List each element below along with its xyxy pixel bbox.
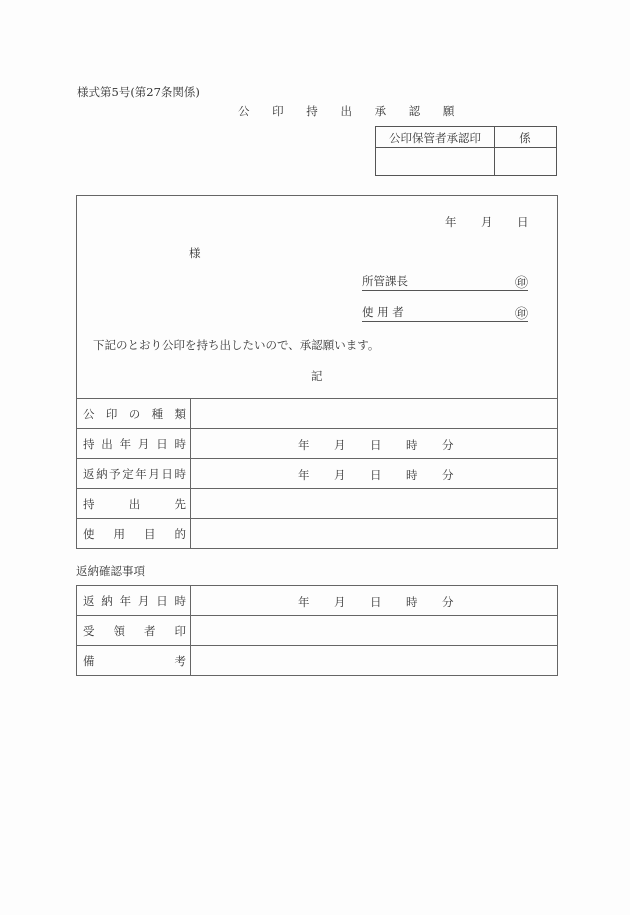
details-table bbox=[76, 398, 558, 549]
date-month: 月 bbox=[481, 215, 493, 229]
row-label: 持 出 年 月 日 時 bbox=[77, 429, 191, 459]
table-row bbox=[77, 489, 558, 519]
page-title: 公 印 持 出 承 認 願 bbox=[238, 104, 464, 118]
table-row bbox=[77, 646, 558, 676]
ki-heading: 記 bbox=[311, 369, 323, 383]
request-body-text: 下記のとおり公印を持ち出したいので、承認願います。 bbox=[93, 338, 380, 352]
row-value-field[interactable] bbox=[191, 399, 558, 429]
signature-user[interactable] bbox=[362, 303, 528, 322]
seal-icon: ㊞ bbox=[514, 276, 528, 291]
row-value-field[interactable] bbox=[191, 616, 558, 646]
row-value-field[interactable] bbox=[191, 519, 558, 549]
row-value-field[interactable] bbox=[191, 489, 558, 519]
addressee-suffix: 様 bbox=[189, 246, 201, 260]
table-row bbox=[77, 586, 558, 616]
datetime-fields: 年 月 日 時 分 bbox=[298, 438, 454, 452]
table-row bbox=[77, 429, 558, 459]
signature-section-chief[interactable] bbox=[362, 272, 528, 291]
row-label: 公 印 の 種 類 bbox=[77, 399, 191, 429]
row-label: 持 出 先 bbox=[77, 489, 191, 519]
date-day: 日 bbox=[517, 215, 529, 229]
signature-label: 所管課長 bbox=[362, 274, 408, 288]
row-label: 使 用 目 的 bbox=[77, 519, 191, 549]
row-value-field[interactable] bbox=[191, 459, 558, 489]
datetime-fields: 年 月 日 時 分 bbox=[298, 595, 454, 609]
signature-label: 使 用 者 bbox=[362, 305, 404, 319]
row-value-field[interactable] bbox=[191, 586, 558, 616]
return-section-heading: 返納確認事項 bbox=[76, 564, 145, 578]
datetime-fields: 年 月 日 時 分 bbox=[298, 468, 454, 482]
approval-col-seal-keeper: 公印保管者承認印 bbox=[389, 131, 481, 145]
table-row bbox=[77, 519, 558, 549]
row-label: 返 納 年 月 日 時 bbox=[77, 586, 191, 616]
row-label: 備 考 bbox=[77, 646, 191, 676]
seal-icon: ㊞ bbox=[514, 307, 528, 322]
row-value-field[interactable] bbox=[191, 646, 558, 676]
row-label: 返 納 予 定 年 月 日 時 bbox=[77, 459, 191, 489]
approval-stamp-box bbox=[375, 126, 557, 176]
date-year: 年 bbox=[445, 215, 457, 229]
form-number: 様式第5号(第27条関係) bbox=[77, 85, 200, 99]
table-row bbox=[77, 459, 558, 489]
table-row bbox=[77, 399, 558, 429]
return-table bbox=[76, 585, 558, 676]
row-value-field[interactable] bbox=[191, 429, 558, 459]
table-row bbox=[77, 616, 558, 646]
row-label: 受 領 者 印 bbox=[77, 616, 191, 646]
approval-col-clerk: 係 bbox=[519, 131, 531, 145]
